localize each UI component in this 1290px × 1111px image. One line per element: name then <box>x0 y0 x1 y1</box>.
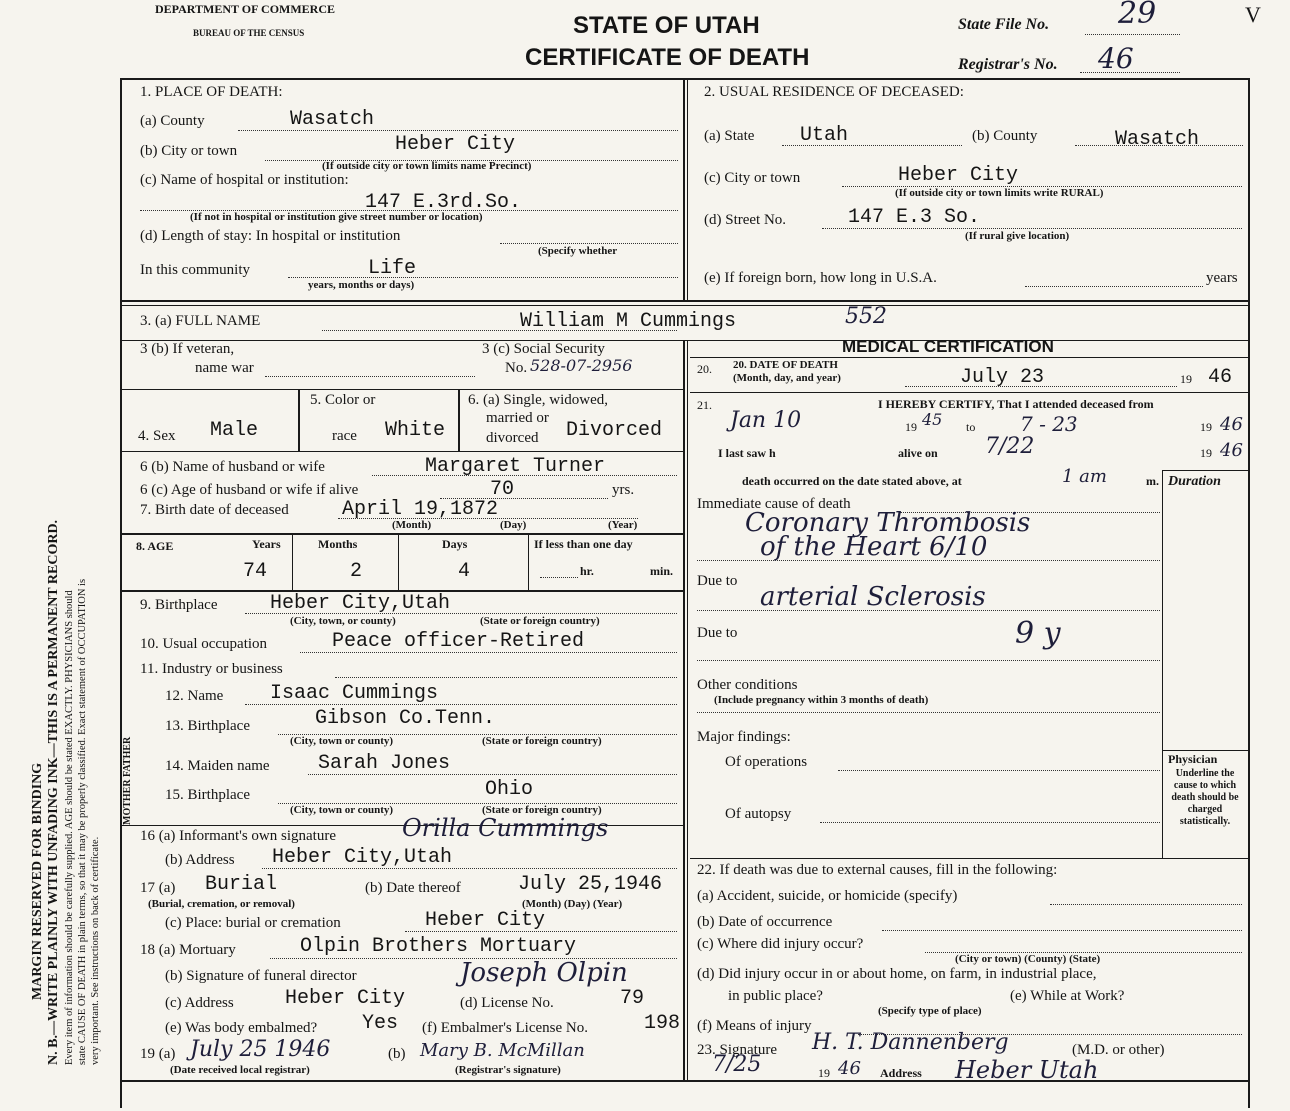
means-label: (f) Means of injury <box>697 1018 812 1034</box>
spouse-age-value: 70 <box>490 478 515 501</box>
father-bp-note-2: (State or foreign country) <box>482 735 602 747</box>
funeral-director-label: (b) Signature of funeral director <box>165 968 357 984</box>
birthplace-value: Heber City,Utah <box>270 592 451 615</box>
alive-on-value: 7/22 <box>985 434 1035 459</box>
res-street-label: (d) Street No. <box>704 212 787 228</box>
date-of-death-label: 20. DATE OF DEATH <box>733 359 838 371</box>
informant-address-value: Heber City,Utah <box>272 846 453 869</box>
received-label: 19 (a) <box>140 1046 176 1062</box>
due-to-label-1: Due to <box>697 573 738 589</box>
due-to-value-2: 9 y <box>1015 616 1061 651</box>
signature-year-prefix: 19 <box>818 1066 830 1080</box>
form-right-border <box>1248 78 1250 1108</box>
place-of-death-heading: 1. PLACE OF DEATH: <box>140 84 283 100</box>
death-year-prefix: 19 <box>1180 372 1192 386</box>
embalmed-label: (e) Was body embalmed? <box>165 1020 318 1036</box>
date-of-death-note: (Month, day, and year) <box>733 372 841 384</box>
major-findings-label: Major findings: <box>697 729 791 745</box>
mortuary-address-label: (c) Address <box>165 995 234 1011</box>
physician-box-title: Physician <box>1168 752 1218 766</box>
ss-label: 3 (c) Social Security <box>482 341 605 357</box>
home-label: (d) Did injury occur in or about home, on farm, in industrial place, <box>697 966 1097 982</box>
mortuary-address-value: Heber City <box>285 987 406 1010</box>
foreign-years-label: years <box>1206 270 1238 286</box>
received-date-value: July 25 1946 <box>190 1037 331 1062</box>
age-days-value: 4 <box>458 560 471 583</box>
sex-label: 4. Sex <box>138 428 176 444</box>
physician-box-note: Underline the cause to which death should be charged statistically. <box>1171 768 1239 827</box>
while-at-work-label: (e) While at Work? <box>1010 988 1125 1004</box>
accident-label: (a) Accident, suicide, or homicide (specify) <box>697 888 958 904</box>
physician-address-label: Address <box>880 1066 922 1080</box>
embalmer-license-label: (f) Embalmer's License No. <box>422 1020 588 1036</box>
birthplace-note-1: (City, town, or county) <box>290 615 396 627</box>
father-birthplace-value: Gibson Co.Tenn. <box>315 707 496 730</box>
full-name-label: 3. (a) FULL NAME <box>140 313 261 329</box>
age-months-value: 2 <box>350 560 363 583</box>
hospital-note: (If not in hospital or institution give street number or location) <box>190 211 483 223</box>
residence-heading: 2. USUAL RESIDENCE OF DECEASED: <box>704 84 964 100</box>
last-saw-label: I last saw h <box>718 446 776 460</box>
father-name-label: 12. Name <box>165 688 224 704</box>
attend-from-year: 45 <box>922 410 943 429</box>
date-of-death-value: July 23 <box>960 366 1045 389</box>
state-title: STATE OF UTAH <box>573 12 760 39</box>
registrar-no-label: Registrar's No. <box>958 56 1058 73</box>
certify-label: I HEREBY CERTIFY, That I attended deceased from <box>878 397 1154 411</box>
embalmed-value: Yes <box>362 1012 399 1035</box>
death-city-note: (If outside city or town limits name Precinct) <box>322 160 532 172</box>
spouse-age-label: 6 (c) Age of husband or wife if alive <box>140 482 359 498</box>
margin-instructions-3: very important. See instructions on back of certificate. <box>90 836 101 1065</box>
burial-kind-note: (Burial, cremation, or removal) <box>148 898 295 910</box>
mother-birthplace-value: Ohio <box>485 778 534 801</box>
embalmer-license-value: 198 <box>644 1012 681 1035</box>
funeral-director-signature: Joseph Olpin <box>460 958 628 988</box>
burial-place-value: Heber City <box>425 909 546 932</box>
hr-label: hr. <box>580 564 594 578</box>
stay-label: (d) Length of stay: In hospital or institution <box>140 228 401 244</box>
margin-ink-note: N. B.—WRITE PLAINLY WITH UNFADING INK—THIS IS A PERMANENT RECORD. <box>46 519 61 1065</box>
immediate-cause-line-1: Coronary Thrombosis <box>745 508 1031 538</box>
alive-label: alive on <box>898 446 938 460</box>
death-city-value: Heber City <box>395 133 516 156</box>
registrar-sig-label: (b) <box>388 1046 406 1062</box>
alive-year: 46 <box>1220 440 1243 461</box>
duration-label: Duration <box>1168 474 1221 489</box>
ss-no-label: No. <box>505 360 528 376</box>
res-street-value: 147 E.3 So. <box>848 206 981 229</box>
occupation-label: 10. Usual occupation <box>140 636 268 652</box>
form-top-border <box>120 78 1250 80</box>
attend-to-year: 46 <box>1220 414 1243 435</box>
age-months-header: Months <box>318 537 358 551</box>
race-label: race <box>332 428 357 444</box>
informant-sig-label: 16 (a) Informant's own signature <box>140 828 336 844</box>
due-to-label-2: Due to <box>697 625 738 641</box>
registrar-number: 46 <box>1098 42 1134 75</box>
mother-father-side-label: MOTHER FATHER <box>122 736 133 825</box>
margin-binding-note: MARGIN RESERVED FOR BINDING <box>30 762 45 1000</box>
spouse-age-unit: yrs. <box>612 482 635 498</box>
birth-month-note: (Month) <box>392 519 432 531</box>
birth-day-note: (Day) <box>500 519 527 531</box>
marital-label-2: married or <box>486 410 549 426</box>
community-label: In this community <box>140 262 250 278</box>
informant-signature: Orilla Cummings <box>402 814 609 842</box>
occupation-value: Peace officer-Retired <box>332 630 585 653</box>
res-state-value: Utah <box>800 124 849 147</box>
birth-year-note: (Year) <box>608 519 638 531</box>
signature-date: 7/25 <box>712 1052 762 1077</box>
mortuary-label: 18 (a) Mortuary <box>140 942 236 958</box>
immediate-cause-line-2: of the Heart 6/10 <box>760 532 988 562</box>
age-years-header: Years <box>252 537 281 551</box>
operations-label: Of operations <box>725 754 808 770</box>
age-label: 8. AGE <box>136 539 174 553</box>
immediate-cause-label: Immediate cause of death <box>697 496 851 512</box>
attend-to-label: to <box>966 420 976 434</box>
autopsy-label: Of autopsy <box>725 806 792 822</box>
margin-instructions-2: state CAUSE OF DEATH in plain terms, so that it may be properly classified. Exact statement of OCCUPATION is <box>77 578 88 1065</box>
res-city-value: Heber City <box>898 164 1019 187</box>
age-days-header: Days <box>442 537 468 551</box>
birth-date-label: 7. Birth date of deceased <box>140 502 289 518</box>
specify-place-note: (Specify type of place) <box>878 1005 982 1017</box>
other-conditions-label: Other conditions <box>697 677 798 693</box>
death-county-value: Wasatch <box>290 108 375 131</box>
death-city-label: (b) City or town <box>140 143 238 159</box>
burial-kind-label: 17 (a) <box>140 880 176 896</box>
burial-date-note: (Month) (Day) (Year) <box>522 898 623 910</box>
signature-label: 23. Signature <box>697 1042 777 1058</box>
father-birthplace-label: 13. Birthplace <box>165 718 250 734</box>
mother-birthplace-label: 15. Birthplace <box>165 787 250 803</box>
color-label: 5. Color or <box>310 392 376 408</box>
attend-from-value: Jan 10 <box>730 408 802 433</box>
birth-date-value: April 19,1872 <box>342 498 499 521</box>
signature-year: 46 <box>838 1058 861 1079</box>
occurred-m: m. <box>1146 474 1159 488</box>
mother-maiden-label: 14. Maiden name <box>165 758 270 774</box>
ss-no-value: 528-07-2956 <box>530 356 633 375</box>
age-years-value: 74 <box>243 560 268 583</box>
attend-from-year-prefix: 19 <box>905 420 917 434</box>
industry-label: 11. Industry or business <box>140 661 283 677</box>
external-causes-heading: 22. If death was due to external causes, fill in the following: <box>697 862 1058 878</box>
dept-label: DEPARTMENT OF COMMERCE <box>155 2 336 16</box>
medical-heading: MEDICAL CERTIFICATION <box>842 337 1054 356</box>
occurred-label: death occurred on the date stated above, at <box>742 474 962 488</box>
community-value: Life <box>368 257 417 280</box>
stay-note: (Specify whether <box>538 245 618 257</box>
state-file-label: State File No. <box>958 16 1050 33</box>
marital-value: Divorced <box>566 419 663 442</box>
mother-bp-note-2: (State or foreign country) <box>482 804 602 816</box>
state-file-number: 29 <box>1118 0 1157 31</box>
full-name-value: William M Cummings <box>520 310 737 333</box>
bureau-label: BUREAU OF THE CENSUS <box>193 28 305 38</box>
birthplace-note-2: (State or foreign country) <box>480 615 600 627</box>
death-county-label: (a) County <box>140 113 205 129</box>
mother-maiden-value: Sarah Jones <box>318 752 451 775</box>
war-label: name war <box>195 360 254 376</box>
due-to-value-1: arterial Sclerosis <box>760 582 986 612</box>
mother-bp-note-1: (City, town or county) <box>290 804 394 816</box>
age-lessday-header: If less than one day <box>534 537 633 551</box>
where-note: (City or town) (County) (State) <box>955 953 1101 965</box>
physician-signature: H. T. Dannenberg <box>812 1030 1009 1055</box>
other-conditions-note: (Include pregnancy within 3 months of death) <box>714 694 929 706</box>
item-21-number: 21. <box>697 398 712 412</box>
informant-address-label: (b) Address <box>165 852 235 868</box>
veteran-label: 3 (b) If veteran, <box>140 341 235 357</box>
father-name-value: Isaac Cummings <box>270 682 439 705</box>
license-value: 79 <box>620 987 645 1010</box>
received-note: (Date received local registrar) <box>170 1064 310 1076</box>
death-year-value: 46 <box>1208 366 1233 389</box>
res-county-label: (b) County <box>972 128 1038 144</box>
race-value: White <box>385 419 446 442</box>
marital-label-3: divorced <box>486 430 539 446</box>
community-note: years, months or days) <box>308 279 415 291</box>
father-bp-note-1: (City, town or county) <box>290 735 394 747</box>
attend-to-value: 7 - 23 <box>1020 412 1078 436</box>
res-city-label: (c) City or town <box>704 170 801 186</box>
res-county-value: Wasatch <box>1115 128 1200 151</box>
foreign-born-label: (e) If foreign born, how long in U.S.A. <box>704 270 937 286</box>
burial-kind-value: Burial <box>205 873 278 896</box>
physician-address-value: Heber Utah <box>955 1056 1099 1084</box>
full-name-annotation: 552 <box>845 304 887 329</box>
mortuary-value: Olpin Brothers Mortuary <box>300 935 577 958</box>
marital-label-1: 6. (a) Single, widowed, <box>468 392 608 408</box>
res-street-note: (If rural give location) <box>965 230 1070 242</box>
md-label: (M.D. or other) <box>1072 1042 1165 1058</box>
burial-date-value: July 25,1946 <box>518 873 663 896</box>
burial-date-label: (b) Date thereof <box>365 880 461 896</box>
public-place-label: in public place? <box>728 988 823 1004</box>
occurred-time: 1 am <box>1062 466 1107 487</box>
registrar-signature: Mary B. McMillan <box>420 1040 585 1061</box>
spouse-label: 6 (b) Name of husband or wife <box>140 459 325 475</box>
corner-check-mark: V <box>1245 2 1261 27</box>
spouse-value: Margaret Turner <box>425 455 606 478</box>
sex-value: Male <box>210 419 259 442</box>
registrar-sig-note: (Registrar's signature) <box>455 1064 561 1076</box>
where-label: (c) Where did injury occur? <box>697 936 864 952</box>
occurrence-label: (b) Date of occurrence <box>697 914 833 930</box>
res-city-note: (If outside city or town limits write RURAL) <box>895 187 1104 199</box>
form-left-border <box>120 78 122 1108</box>
res-state-label: (a) State <box>704 128 755 144</box>
license-label: (d) License No. <box>460 995 554 1011</box>
margin-instructions-1: Every item of information should be carefully supplied. AGE should be stated EXACTLY. PHYSICIANS should <box>64 590 75 1065</box>
min-label: min. <box>650 564 674 578</box>
page-title: CERTIFICATE OF DEATH <box>525 44 810 71</box>
hospital-value: 147 E.3rd.So. <box>365 191 522 214</box>
birthplace-label: 9. Birthplace <box>140 597 218 613</box>
hospital-label: (c) Name of hospital or institution: <box>140 172 349 188</box>
burial-place-label: (c) Place: burial or cremation <box>165 915 341 931</box>
